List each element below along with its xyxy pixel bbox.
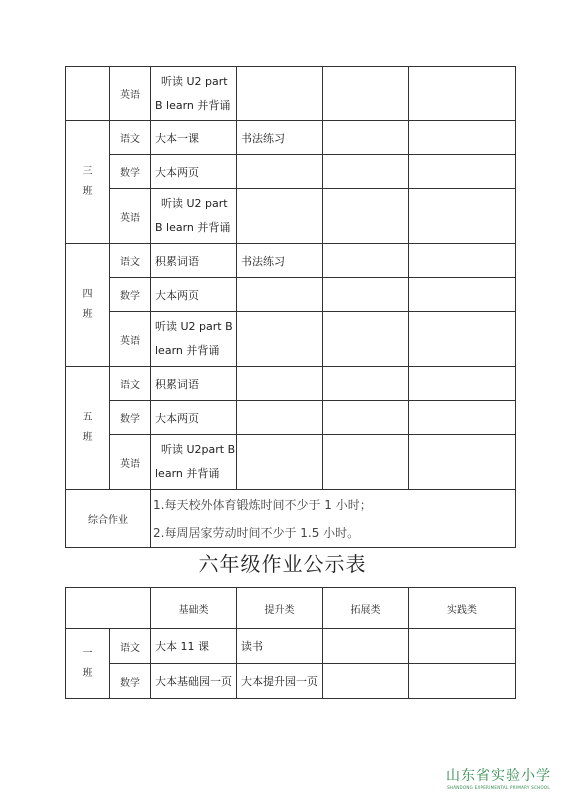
improve-cell [237,367,323,401]
practice-cell [409,367,516,401]
practice-cell [409,435,516,490]
extend-cell [323,121,409,155]
extend-cell [323,189,409,244]
class-name-char: 三 [82,166,93,177]
subject-cell: 语文 [110,121,151,155]
basic-line: learn 并背诵 [155,344,220,357]
class-name-char: 一 [82,647,93,659]
subject-cell: 数学 [110,155,151,189]
subject-cell: 英语 [110,312,151,367]
class-name-char: 班 [82,309,93,320]
homework-table-top [65,66,516,548]
improve-cell [237,435,323,490]
homework-table-bottom [65,587,516,699]
basic-line: B learn 并背诵 [155,98,231,112]
practice-cell [409,67,516,121]
table-row [66,121,516,155]
basic-cell: 积累词语 [151,367,237,401]
basic-cell: 积累词语 [151,244,237,278]
practice-cell [409,401,516,435]
practice-cell [409,312,516,367]
subject-cell: 数学 [110,278,151,312]
improve-cell [237,155,323,189]
comprehensive-label: 综合作业 [66,490,151,548]
comprehensive-content [151,490,516,548]
improve-cell [237,278,323,312]
basic-cell: 大本一课 [151,121,237,155]
improve-cell [237,312,323,367]
class-name-char: 五 [82,412,93,423]
school-logo-name: 山东省实验小学 [446,768,551,784]
basic-cell [151,312,237,367]
class-name-char: 班 [82,667,93,679]
basic-cell: 大本 11 课 [151,629,237,664]
improve-cell [237,401,323,435]
table-row [66,435,516,490]
basic-line: 听读 U2 part [161,74,228,88]
subject-cell: 语文 [110,367,151,401]
table-row [66,401,516,435]
table-row [66,664,516,699]
basic-cell [151,189,237,244]
basic-line: 听读 U2part B [161,443,236,456]
subject-cell: 数学 [110,401,151,435]
class-cell [66,67,110,121]
extend-cell [323,629,409,664]
basic-cell: 大本两页 [151,155,237,189]
improve-cell: 书法练习 [237,121,323,155]
subject-cell: 语文 [110,629,151,664]
school-logo-english: SHANDONG EXPERIMENTAL PRIMARY SCHOOL [447,785,550,790]
basic-line: B learn 并背诵 [155,221,231,234]
table-row [66,189,516,244]
page-title: 六年级作业公示表 [198,552,367,576]
header-row [66,588,516,629]
practice-cell [409,629,516,664]
subject-cell: 英语 [110,435,151,490]
basic-line: learn 并背诵 [155,467,220,480]
improve-cell: 读书 [237,629,323,664]
practice-cell [409,189,516,244]
table-row [66,312,516,367]
class-name-char: 四 [82,289,93,300]
comprehensive-line: 1.每天校外体育锻炼时间不少于 1 小时； [153,497,372,512]
class-name-cell [66,121,110,244]
extend-cell [323,278,409,312]
basic-line: 听读 U2 part B [155,320,233,333]
practice-cell [409,244,516,278]
basic-cell: 大本基础园一页 [151,664,237,699]
improve-cell [237,189,323,244]
header-extend: 拓展类 [323,588,409,629]
practice-cell [409,155,516,189]
header-basic: 基础类 [151,588,237,629]
improve-cell: 书法练习 [237,244,323,278]
class-name-cell [66,244,110,367]
improve-cell: 大本提升园一页 [237,664,323,699]
comprehensive-line: 2.每周居家劳动时间不少于 1.5 小时。 [153,525,360,540]
basic-line: 听读 U2 part [161,197,228,210]
class-name-cell [66,629,110,699]
subject-cell: 英语 [110,189,151,244]
class-name-cell [66,367,110,490]
practice-cell [409,278,516,312]
subject-cell: 数学 [110,664,151,699]
basic-cell [151,435,237,490]
header-blank [66,588,151,629]
school-logo [446,765,551,790]
extend-cell [323,367,409,401]
subject-cell: 语文 [110,244,151,278]
subject-cell: 英语 [110,67,151,121]
header-practice: 实践类 [409,588,516,629]
extend-cell [323,435,409,490]
table-row [66,67,516,121]
basic-cell [151,67,237,121]
extend-cell [323,664,409,699]
table-row [66,490,516,548]
class-name-char: 班 [82,186,93,197]
table-row [66,629,516,664]
class-name-char: 班 [82,432,93,443]
table-row [66,155,516,189]
extend-cell [323,312,409,367]
extend-cell [323,401,409,435]
practice-cell [409,121,516,155]
practice-cell [409,664,516,699]
basic-cell: 大本两页 [151,401,237,435]
header-improve: 提升类 [237,588,323,629]
basic-cell: 大本两页 [151,278,237,312]
extend-cell [323,155,409,189]
table-row [66,244,516,278]
extend-cell [323,67,409,121]
table-row [66,278,516,312]
table-row [66,367,516,401]
extend-cell [323,244,409,278]
improve-cell [237,67,323,121]
